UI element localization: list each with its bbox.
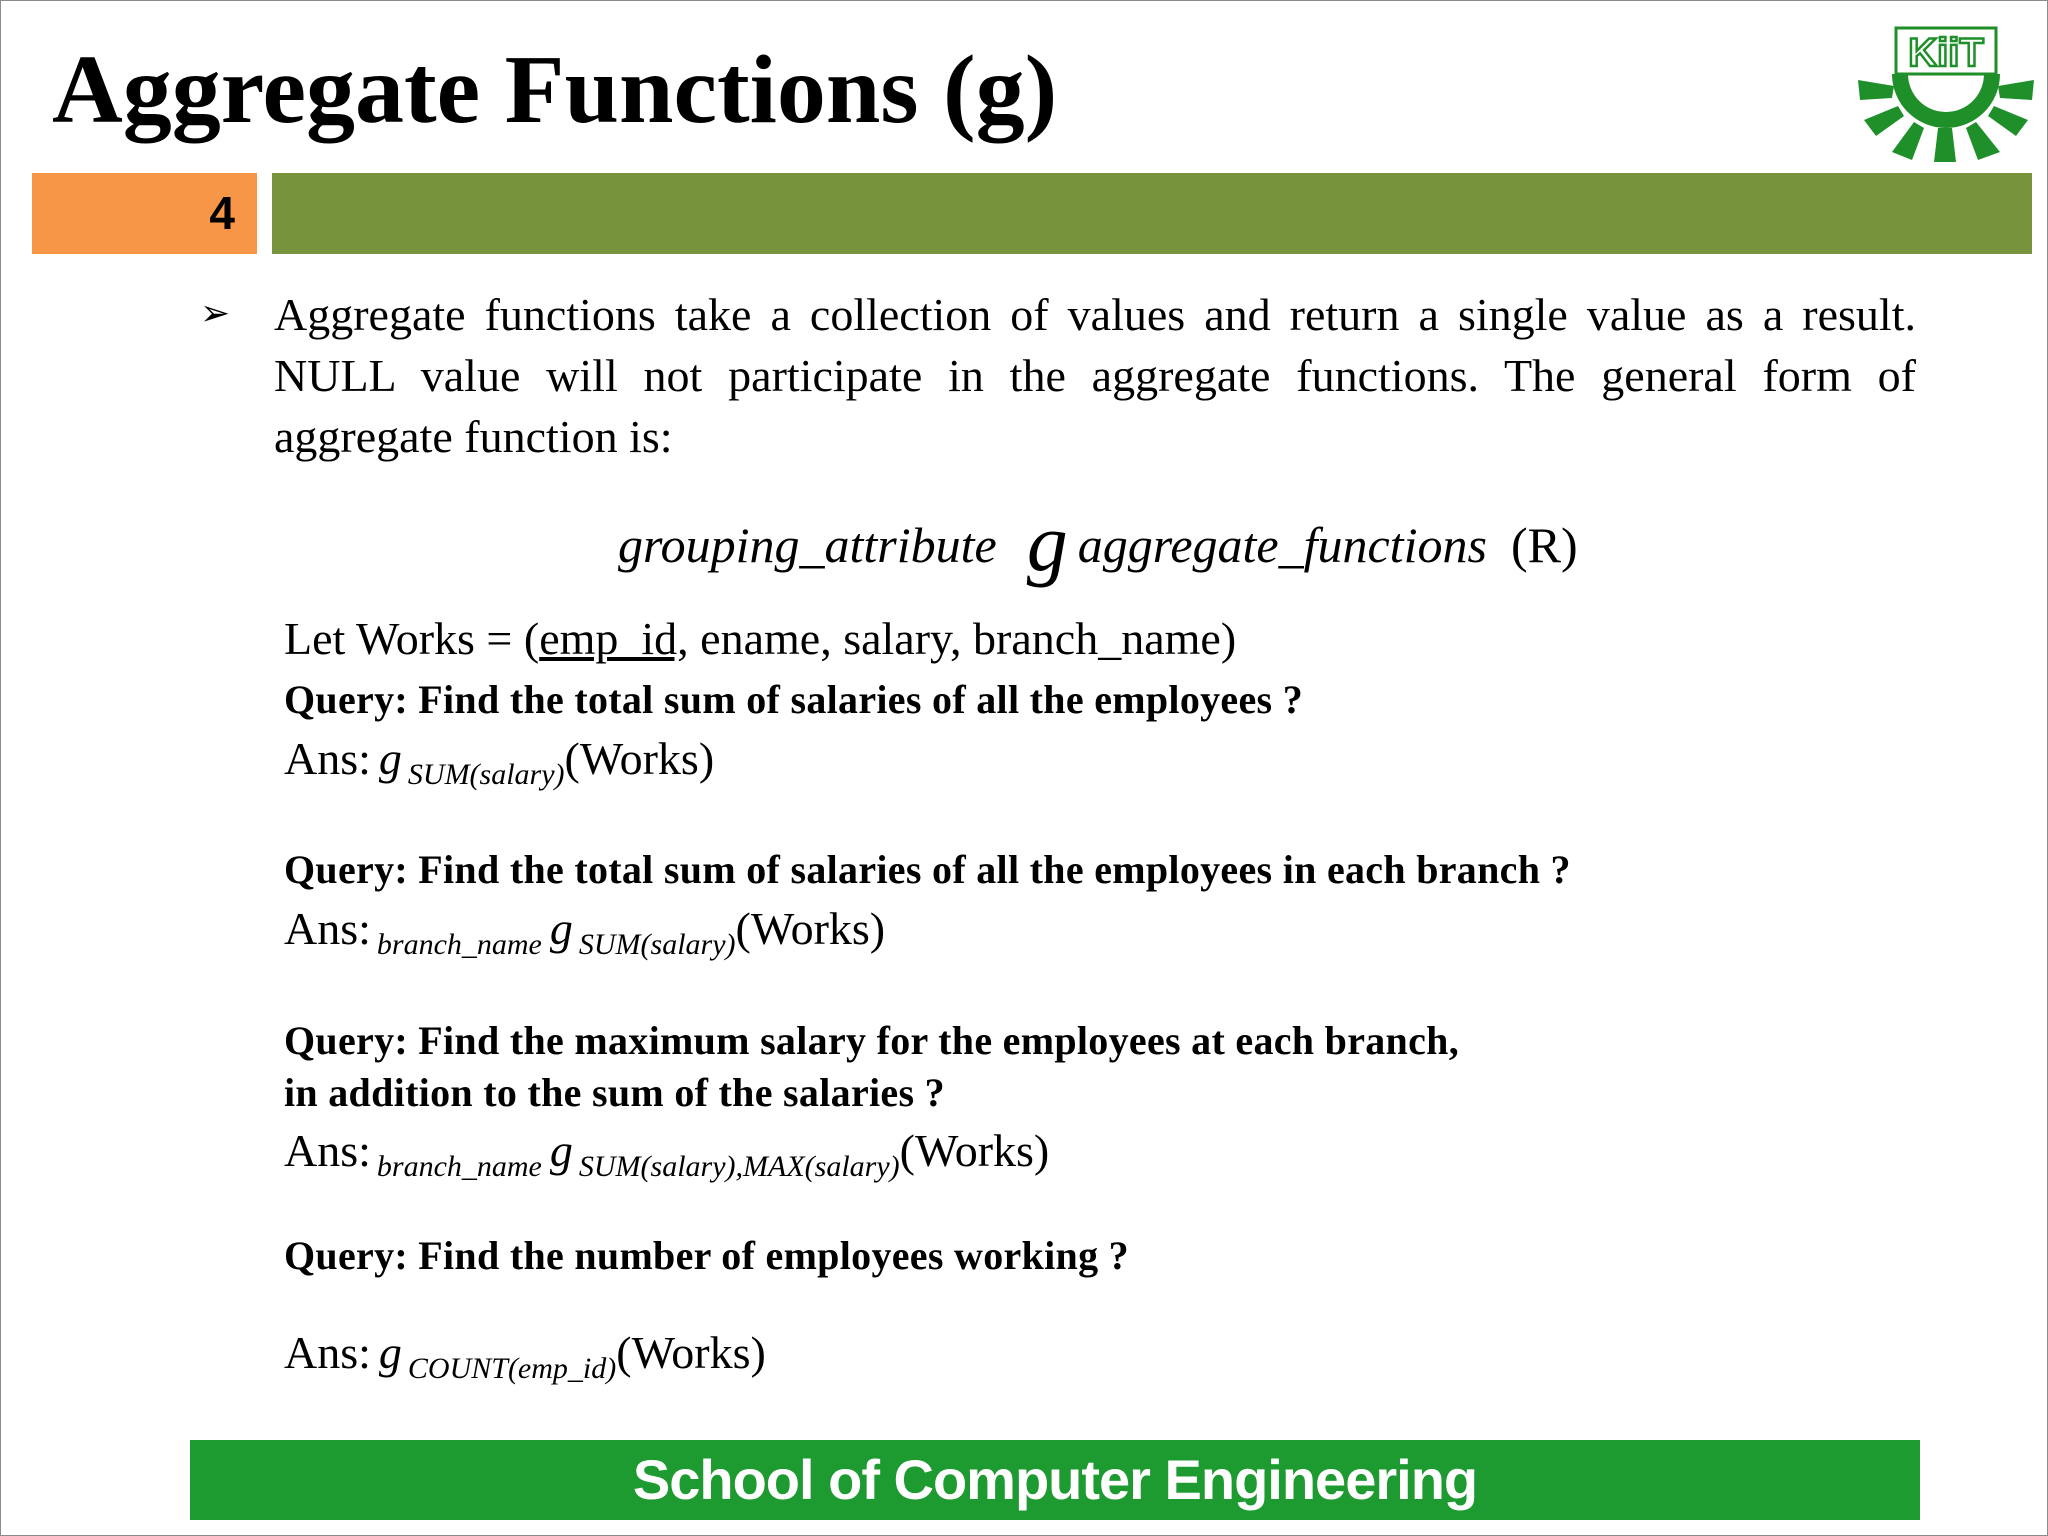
answer-relation: (Works) (616, 1327, 766, 1378)
general-formula (618, 495, 1578, 588)
formula-relation: (R) (1510, 517, 1578, 573)
kiit-logo (1856, 22, 2036, 162)
answer-grouping: branch_name (376, 1150, 542, 1183)
formula-functions: aggregate_functions (1077, 517, 1487, 573)
answer-3 (284, 1124, 1050, 1183)
footer-banner (190, 1440, 1920, 1520)
answer-relation: (Works) (899, 1125, 1050, 1176)
query-2: Query: Find the total sum of salaries of all the employees in each branch ? (284, 847, 1571, 892)
answer-subscript: COUNT(emp_id) (407, 1352, 617, 1385)
arrow-bullet-icon: ➢ (200, 293, 231, 334)
formula-g: g (1026, 497, 1068, 588)
schema-key: emp_id, (539, 613, 689, 664)
query-3: Query: Find the maximum salary for the employees at each branch, (284, 1018, 1459, 1063)
answer-g: g (549, 903, 573, 954)
answer-label: Ans: (284, 733, 371, 784)
query-4: Query: Find the number of employees working ? (284, 1233, 1129, 1278)
slide-number: 4 (209, 187, 235, 239)
answer-relation: (Works) (564, 733, 715, 784)
answer-subscript: SUM(salary) (407, 758, 565, 791)
logo-text: KiiT (1908, 31, 1984, 75)
query-1: Query: Find the total sum of salaries of all the employees ? (284, 677, 1303, 722)
schema-prefix: Let Works = ( (284, 613, 540, 664)
formula-grouping: grouping_attribute (618, 517, 997, 573)
kiit-logo-icon (1856, 22, 2036, 162)
answer-subscript: SUM(salary),MAX(salary) (578, 1150, 900, 1183)
answer-subscript: SUM(salary) (578, 928, 736, 961)
query-3-continued: in addition to the sum of the salaries ? (284, 1070, 945, 1115)
slide-title: Aggregate Functions (g) (52, 36, 1058, 144)
answer-1 (284, 732, 715, 791)
bullet-text: Aggregate functions take a collection of values and return a single value as a result. NULL value will not participate in the aggregate functions. The general form of aggregate function is: (274, 289, 1916, 462)
schema-rest: ename, salary, branch_name) (688, 613, 1237, 664)
answer-g: g (378, 1327, 402, 1378)
answer-grouping: branch_name (376, 928, 542, 961)
answer-2 (284, 902, 886, 961)
answer-g: g (378, 733, 402, 784)
answer-g: g (549, 1125, 573, 1176)
title-underline-bar (272, 173, 2032, 254)
footer-text: School of Computer Engineering (632, 1448, 1478, 1511)
answer-4 (284, 1326, 766, 1385)
answer-label: Ans: (284, 1327, 371, 1378)
answer-label: Ans: (284, 903, 371, 954)
answer-label: Ans: (284, 1125, 371, 1176)
slide-number-bar (32, 173, 257, 254)
answer-relation: (Works) (735, 903, 886, 954)
schema-definition (284, 612, 1236, 665)
